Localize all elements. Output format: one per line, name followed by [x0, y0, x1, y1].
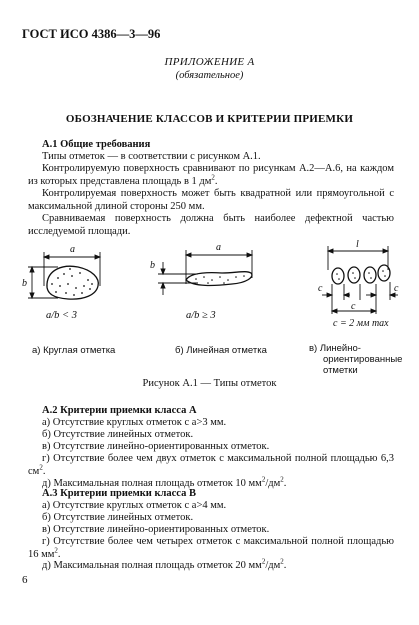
- section-a2-item-d: г) Отсутствие более чем двух отметок с максимальной полной площадью 6,3 $см^2$.: [28, 453, 394, 477]
- section-a1-p4: Сравниваемая поверхность должна быть наиболее дефектной частью исследуемой площади.: [28, 213, 394, 237]
- condition-label-1: a/b < 3: [46, 310, 78, 321]
- condition-label-2: a/b ≥ 3: [186, 310, 216, 321]
- round-mark-drawing: [22, 244, 100, 321]
- linear-oriented-marks-drawing: [318, 240, 399, 329]
- figure-marks-types: [0, 240, 419, 340]
- dim-a-label-2: a: [216, 242, 221, 253]
- figure-caption-c-line3: отметки: [323, 365, 358, 376]
- dim-c-label-2: c: [394, 283, 399, 294]
- figure-caption-c-line1: в) Линейно-: [309, 343, 361, 354]
- dim-c-label-3: c: [351, 301, 356, 312]
- linear-mark-drawing: [150, 242, 252, 321]
- figure-caption-c-line2: ориентированные: [323, 354, 403, 365]
- dim-c-label-1: c: [318, 283, 323, 294]
- section-a3-item-e: д) Максимальная полная площадь отметок 20 $мм^2/дм^2$.: [42, 557, 287, 571]
- dim-a-label-1: a: [70, 244, 75, 255]
- section-a3-heading: А.3 Критерии приемки класса В: [42, 488, 196, 499]
- dim-b-label-2: b: [150, 260, 155, 271]
- section-a3-item-a: а) Отсутствие круглых отметок с a>4 мм.: [42, 500, 227, 511]
- section-a2-item-a: а) Отсутствие круглых отметок с a>3 мм.: [42, 417, 227, 428]
- section-a1-p2: Контролируемую поверхность сравнивают по рисункам А.2—А.6, на каждом из которых представлена площадь в 1 $дм^2$.: [28, 163, 394, 187]
- section-a2-item-b: б) Отсутствие линейных отметок.: [42, 429, 194, 440]
- section-a2-item-c: в) Отсутствие линейно-ориентированных отметок.: [42, 441, 270, 452]
- figure-title: Рисунок А.1 — Типы отметок: [142, 378, 277, 389]
- main-title: ОБОЗНАЧЕНИЕ КЛАССОВ И КРИТЕРИИ ПРИЕМКИ: [65, 113, 354, 125]
- section-a3-item-d: г) Отсутствие более чем четырех отметок с максимальной полной площадью 16 $мм^2$.: [28, 536, 394, 560]
- page-number: 6: [22, 574, 28, 586]
- condition-label-3: c = 2 мм max: [333, 318, 389, 329]
- figure-caption-b: б) Линейная отметка: [175, 345, 267, 356]
- figure-caption-a: а) Круглая отметка: [32, 345, 116, 356]
- appendix-title: ПРИЛОЖЕНИЕ А: [164, 56, 255, 68]
- section-a1-p3: Контролируемая поверхность может быть квадратной или прямоугольной с максимальной длиной стороны 250 мм.: [28, 188, 394, 212]
- section-a1-heading: А.1 Общие требования: [42, 139, 151, 150]
- section-a3-item-b: б) Отсутствие линейных отметок.: [42, 512, 194, 523]
- section-a2-item-e: д) Максимальная полная площадь отметок 10 $мм^2/дм^2$.: [42, 475, 287, 489]
- dim-b-label-1: b: [22, 278, 27, 289]
- document-code: ГОСТ ИСО 4386—3—96: [22, 27, 161, 41]
- section-a1-p1: Типы отметок — в соответствии с рисунком А.1.: [42, 151, 261, 162]
- dim-l-label: l: [356, 240, 359, 250]
- section-a3-item-c: в) Отсутствие линейно-ориентированных отметок.: [42, 524, 270, 535]
- appendix-status: (обязательное): [175, 70, 244, 81]
- section-a2-heading: А.2 Критерии приемки класса А: [42, 405, 197, 416]
